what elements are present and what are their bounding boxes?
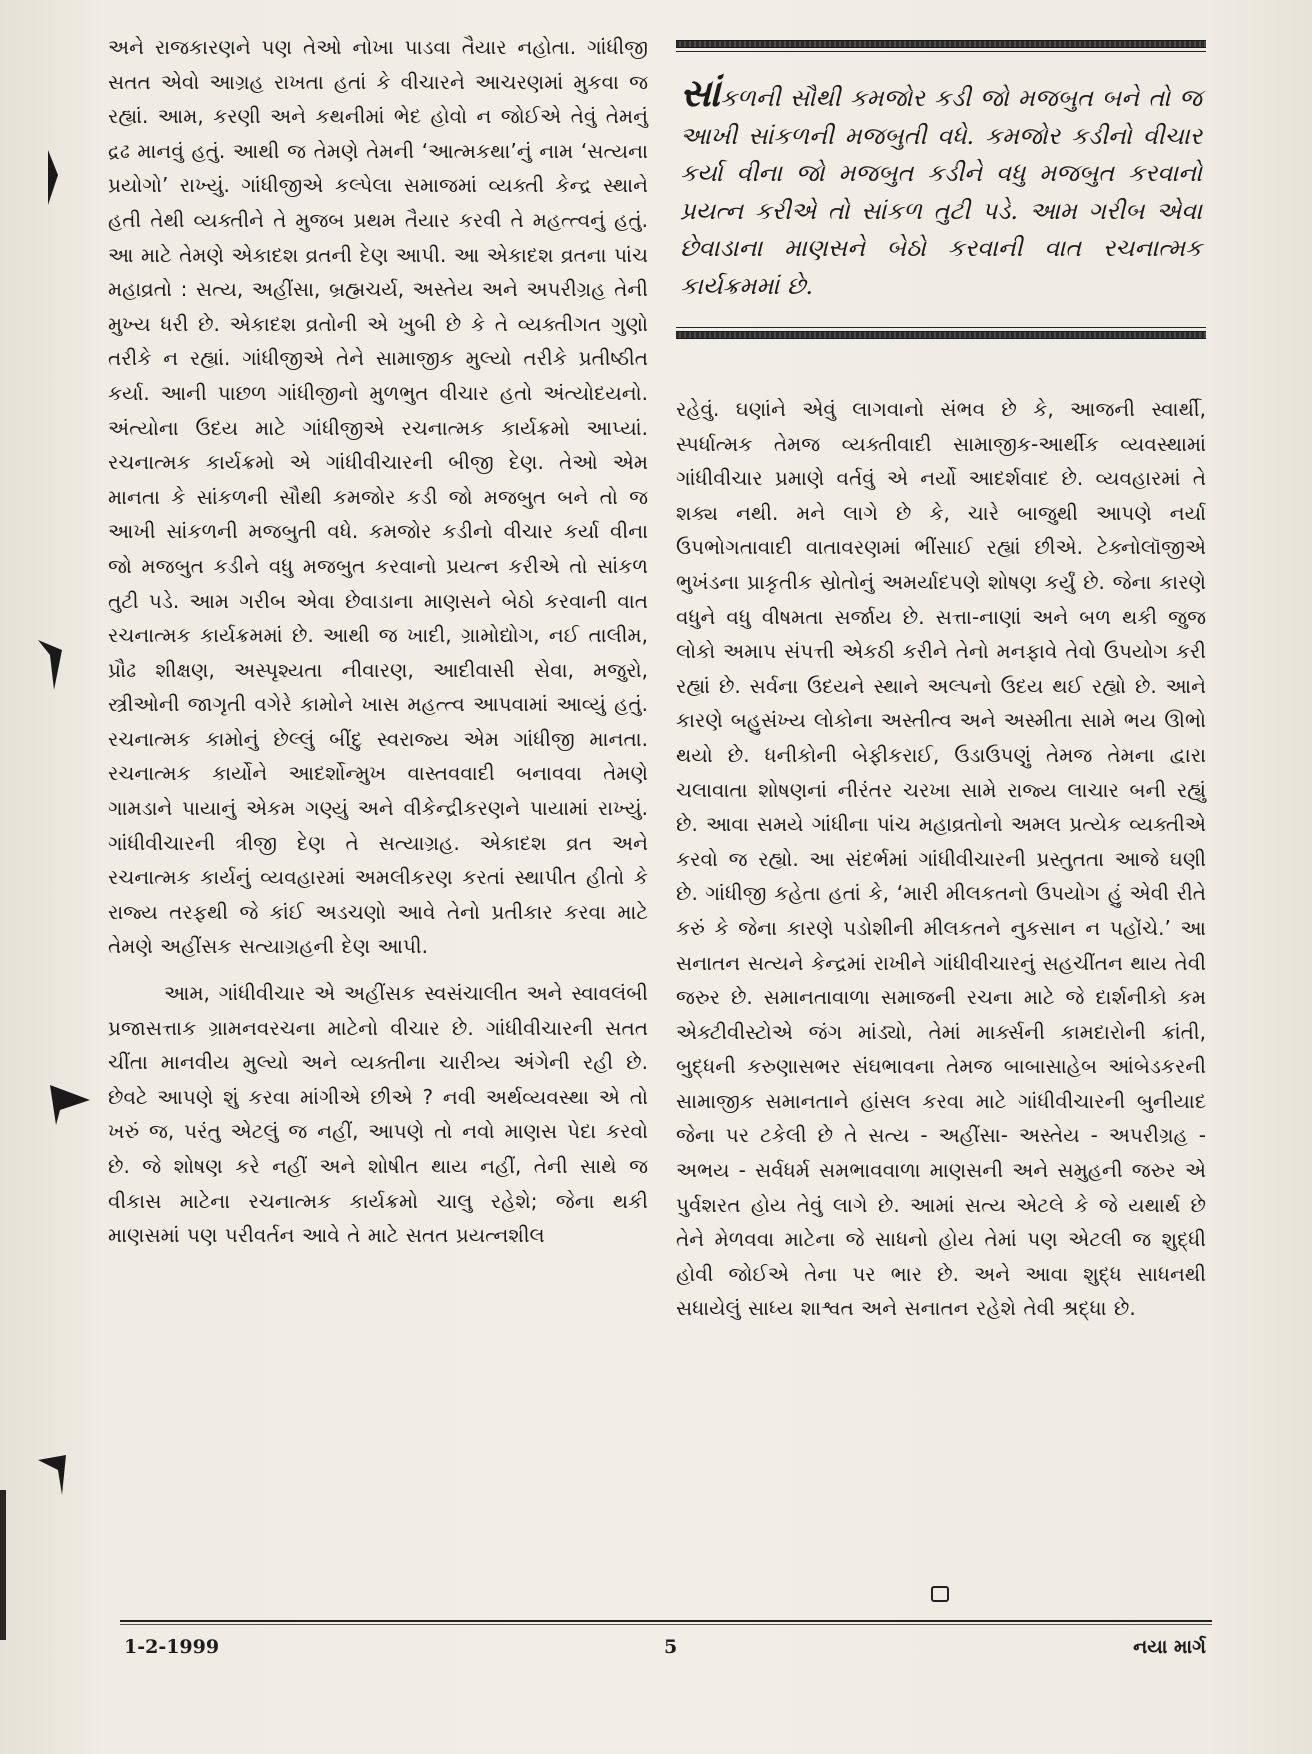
footer-rule	[120, 1620, 1212, 1622]
pullquote-dropcap: સાં	[680, 70, 721, 115]
footer-publication: નયા માર્ગ	[1133, 1636, 1206, 1658]
binding-hole-marks	[30, 0, 110, 1754]
footer-rule-thin	[120, 1624, 1212, 1625]
hole-mark-3	[50, 1085, 90, 1125]
pullquote-text: કળની સૌથી કમજોર કડી જો મજબુત બને તો જ આખી સાંકળની મજબુતી વધે. કમજોર કડીનો વીચાર કર્યા વીના જો મજબુત કડીને વધુ મજબુત કરવાનો પ્રયત્ન કરીએ તો સાંકળ તુટી પડે. આમ ગરીબ એવા છેવાડાના માણસને બેઠો કરવાની વાત રચનાત્મક કાર્યક્રમમાં છે.	[680, 84, 1202, 300]
pullquote-box	[676, 40, 1206, 339]
article-end-mark	[931, 1586, 949, 1602]
pullquote-top-thin-rule	[676, 51, 1206, 52]
footer-page-number: 5	[664, 1636, 678, 1658]
right-column	[676, 392, 1206, 1326]
page-edge-tear	[0, 1490, 6, 1640]
footer-date: 1-2-1999	[124, 1636, 220, 1658]
hole-mark-2	[38, 640, 62, 690]
pullquote-top-rule	[676, 40, 1206, 48]
left-paragraph-2: આમ, ગાંધીવીચાર એ અહીંસક સ્વસંચાલીત અને સ્વાવલંબી પ્રજાસત્તાક ગ્રામનવરચના માટેનો વીચાર છે. ગાંધીવીચારની સતત ચીંતા માનવીય મુલ્યો અને વ્યક્તીના ચારીત્ર્ય અંગેની રહી છે. છેવટે આપણે શું કરવા માંગીએ છીએ ? નવી અર્થવ્યવસ્થા એ તો ખરું જ, પરંતુ એટલું જ નહીં, આપણે તો નવો માણસ પેદા કરવો છે. જે શોષણ કરે નહીં અને શોષીત થાય નહીં, તેની સાથે જ વીકાસ માટેના રચનાત્મક કાર્યક્રમો ચાલુ રહેશે; જેના થકી માણસમાં પણ પરીવર્તન આવે તે માટે સતત પ્રયત્નશીલ	[108, 981, 648, 1248]
hole-mark-1	[48, 150, 58, 205]
hole-mark-4	[38, 1455, 66, 1495]
pullquote-bottom-thin-rule	[676, 327, 1206, 328]
pullquote-text-block	[680, 70, 1202, 305]
right-paragraph: રહેવું. ઘણાંને એવું લાગવાનો સંભવ છે કે, આજની સ્વાર્થી, સ્પર્ધાત્મક તેમજ વ્યક્તીવાદી સામાજીક-આર્થીક વ્યવસ્થામાં ગાંધીવીચાર પ્રમાણે વર્તવું એ નર્યો આદર્શવાદ છે. વ્યવહારમાં તે શક્ય નથી. મને લાગે છે કે, ચારે બાજુથી આપણે નર્યા ઉપભોગતાવાદી વાતાવરણમાં ભીંસાઈ રહ્યાં છીએ. ટેક્નોલૉજીએ ભુખંડના પ્રાકૃતીક સ્રોતોનું અમર્યાદપણે શોષણ કર્યું છે. જેના કારણે વધુને વધુ વીષમતા સર્જાય છે. સત્તા-નાણાં અને બળ થકી જુજ લોકો અમાપ સંપત્તી એકઠી કરીને તેનો મનફાવે તેવો ઉપયોગ કરી રહ્યાં છે. સર્વના ઉદયને સ્થાને અલ્પનો ઉદય થઈ રહ્યો છે. આને કારણે બહુસંખ્ય લોકોના અસ્તીત્વ અને અસ્મીતા સામે ભય ઊભો થયો છે. ધનીકોની બેફીકરાઈ, ઉડાઉપણું તેમજ તેમના દ્વારા ચલાવાતા શોષણનાં નીરંતર ચરખા સામે રાજ્ય લાચાર બની રહ્યું છે. આવા સમયે ગાંધીના પાંચ મહાવ્રતોનો અમલ પ્રત્યેક વ્યક્તીએ કરવો જ રહ્યો. આ સંદર્ભમાં ગાંધીવીચારની પ્રસ્તુતતા આજે ઘણી છે. ગાંધીજી કહેતા હતાં કે, ‘મારી મીલકતનો ઉપયોગ હું એવી રીતે કરું કે જેના કારણે પડોશીની મીલકતને નુકસાન ન પહોંચે.’ આ સનાતન સત્યને કેન્દ્રમાં રાખીને ગાંધીવીચારનું સહચીંતન થાય તેવી જરુર છે. સમાનતાવાળા સમાજની રચના માટે જે દાર્શનીકો કમ એક્ટીવીસ્ટોએ જંગ માંડ્યો, તેમાં માર્ક્સની કામદારોની ક્રાંતી, બુદ્ધની કરુણાસભર સંઘભાવના તેમજ બાબાસાહેબ આંબેડકરની સામાજીક સમાનતાને હાંસલ કરવા માટે ગાંધીવીચારની બુનીયાદ જેના પર ટકેલી છે તે સત્ય - અહીંસા- અસ્તેય - અપરીગ્રહ - અભય - સર્વધર્મ સમભાવવાળા માણસની અને સમુહની જરુર એ પુર્વશરત હોય તેવું લાગે છે. આમાં સત્ય એટલે કે જે યથાર્થ છે તેને મેળવવા માટેના જે સાધનો હોય તેમાં પણ એટલી જ શુદ્ધી હોવી જોઈએ તેના પર ભાર છે. અને આવા શુદ્ધ સાધનથી સધાયેલું સાધ્ય શાશ્વત અને સનાતન રહેશે તેવી શ્રદ્ધા છે.	[676, 397, 1206, 1321]
pullquote-bottom-rule	[676, 331, 1206, 339]
left-paragraph-1: અને રાજકારણને પણ તેઓ નોખા પાડવા તૈયાર નહોતા. ગાંધીજી સતત એવો આગ્રહ રાખતા હતાં કે વીચારને આચરણમાં મુકવા જ રહ્યાં. આમ, કરણી અને કથનીમાં ભેદ હોવો ન જોઈએ તેવું તેમનું દ્રઢ માનવું હતું. આથી જ તેમણે તેમની ‘આત્મકથા’નું નામ ‘સત્યના પ્રયોગો’ રાખ્યું. ગાંધીજીએ કલ્પેલા સમાજમાં વ્યક્તી કેન્દ્ર સ્થાને હતી તેથી વ્યક્તીને તે મુજબ પ્રથમ તૈયાર કરવી તે મહત્ત્વનું હતું. આ માટે તેમણે એકાદશ વ્રતની દેણ આપી. આ એકાદશ વ્રતના પાંચ મહાવ્રતો : સત્ય, અહીંસા, બ્રહ્મચર્ય, અસ્તેય અને અપરીગ્રહ તેની મુખ્ય ધરી છે. એકાદશ વ્રતોની એ ખુબી છે કે તે વ્યક્તીગત ગુણો તરીકે ન રહ્યાં. ગાંધીજીએ તેને સામાજીક મુલ્યો તરીકે પ્રતીષ્ઠીત કર્યા. આની પાછળ ગાંધીજીનો મુળભુત વીચાર હતો અંત્યોદયનો. અંત્યોના ઉદય માટે ગાંધીજીએ રચનાત્મક કાર્યક્રમો આપ્યાં. રચનાત્મક કાર્યક્રમો એ ગાંધીવીચારની બીજી દેણ. તેઓ એમ માનતા કે સાંકળની સૌથી કમજોર કડી જો મજબુત બને તો જ આખી સાંકળની મજબુતી વધે. કમજોર કડીનો વીચાર કર્યા વીના જો મજબુત કડીને વધુ મજબુત કરવાનો પ્રયત્ન કરીએ તો સાંકળ તુટી પડે. આમ ગરીબ એવા છેવાડાના માણસને બેઠો કરવાની વાત રચનાત્મક કાર્યક્રમમાં છે. આથી જ ખાદી, ગ્રામોદ્યોગ, નઈ તાલીમ, પ્રૌઢ શીક્ષણ, અસ્પૃશ્યતા નીવારણ, આદીવાસી સેવા, મજુરો, સ્ત્રીઓની જાગૃતી વગેરે કામોને ખાસ મહત્ત્વ આપવામાં આવ્યું હતું. રચનાત્મક કામોનું છેલ્લું બીંદુ સ્વરાજ્ય એમ ગાંધીજી માનતા. રચનાત્મક કાર્યોને આદર્શોન્મુખ વાસ્તવવાદી બનાવવા તેમણે ગામડાને પાયાનું એકમ ગણ્યું અને વીકેન્દ્રીકરણને પાયામાં રાખ્યું. ગાંધીવીચારની ત્રીજી દેણ તે સત્યાગ્રહ. એકાદશ વ્રત અને રચનાત્મક કાર્યનું વ્યવહારમાં અમલીકરણ કરતાં સ્થાપીત હીતો કે રાજ્ય તરફથી જે કાંઈ અડચણો આવે તેનો પ્રતીકાર કરવા માટે તેમણે અહીંસક સત્યાગ્રહની દેણ આપી.	[108, 35, 648, 959]
left-column	[108, 30, 648, 1253]
